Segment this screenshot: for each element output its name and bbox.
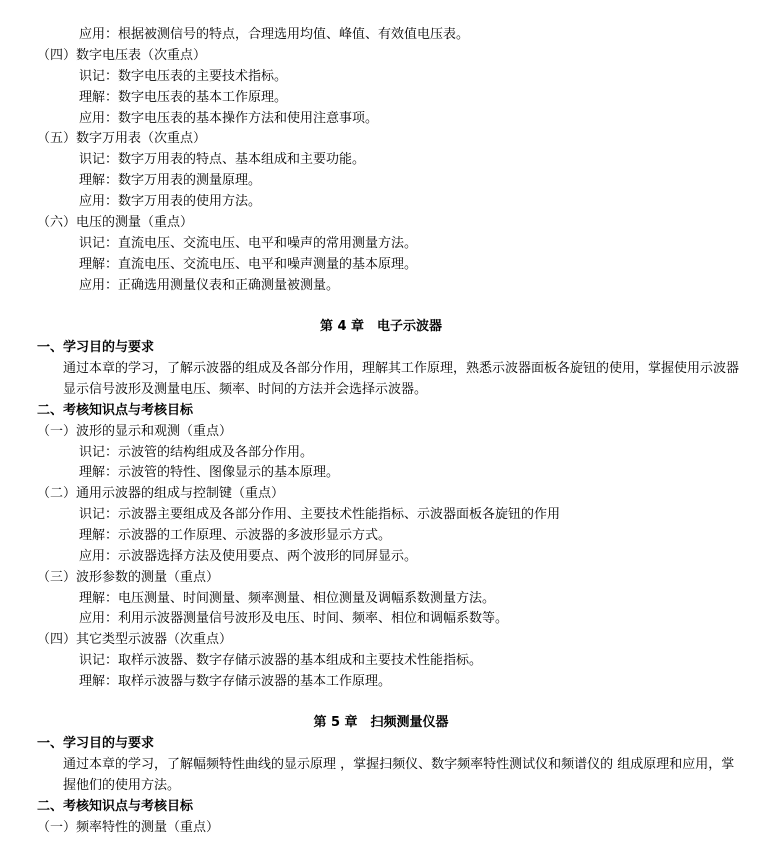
text-line: 理解：数字万用表的测量原理。 [79, 173, 262, 188]
text-line: 应用：根据被测信号的特点，合理选用均值、峰值、有效值电压表。 [79, 27, 470, 42]
part-heading: 一、学习目的与要求 [37, 340, 155, 355]
text-line: 应用：利用示波器测量信号波形及电压、时间、频率、相位和调幅系数等。 [79, 611, 509, 626]
paragraph [37, 358, 739, 400]
paragraph [37, 754, 739, 796]
part-heading: 一、学习目的与要求 [37, 736, 155, 751]
text-line: 理解：示波器的工作原理、示波器的多波形显示方式。 [79, 528, 392, 543]
text-line: 理解：电压测量、时间测量、频率测量、相位测量及调幅系数测量方法。 [79, 591, 496, 606]
text-line: 理解：取样示波器与数字存储示波器的基本工作原理。 [79, 674, 392, 689]
section-heading: （五）数字万用表（次重点） [37, 131, 207, 146]
text-line: 识记：示波管的结构组成及各部分作用。 [79, 445, 314, 460]
part-heading: 二、考核知识点与考核目标 [37, 403, 194, 418]
text-line: 理解：直流电压、交流电压、电平和噪声测量的基本原理。 [79, 257, 418, 272]
section-heading: （四）其它类型示波器（次重点） [37, 632, 233, 647]
text-line: 理解：示波管的特性、图像显示的基本原理。 [79, 465, 340, 480]
text-line: 应用：数字电压表的基本操作方法和使用注意事项。 [79, 111, 379, 126]
text-line: 理解：数字电压表的基本工作原理。 [79, 90, 288, 105]
section-heading: （二）通用示波器的组成与控制键（重点） [37, 486, 285, 501]
text-line: 识记：取样示波器、数字存储示波器的基本组成和主要技术性能指标。 [79, 653, 483, 668]
text-line: 识记：直流电压、交流电压、电平和噪声的常用测量方法。 [79, 236, 418, 251]
text-line: 应用：正确选用测量仪表和正确测量被测量。 [79, 278, 340, 293]
text-line: 应用：示波器选择方法及使用要点、两个波形的同屏显示。 [79, 549, 418, 564]
part-heading: 二、考核知识点与考核目标 [37, 799, 194, 814]
section-heading: （一）波形的显示和观测（重点） [37, 424, 233, 439]
paragraph-text: 通过本章的学习，了解幅频特性曲线的显示原理 ，掌握扫频仪、数字频率特性测试仪和频谱仪的 组成原理和应用，掌握他们的使用方法。 [63, 757, 735, 793]
section-heading: （一）频率特性的测量（重点） [37, 820, 220, 835]
paragraph-text: 通过本章的学习，了解示波器的组成及各部分作用，理解其工作原理，熟悉示波器面板各旋钮的使用，掌握使用示波器显示信号波形及测量电压、频率、时间的方法并会选择示波器。 [63, 361, 740, 397]
text-line: 识记：示波器主要组成及各部分作用、主要技术性能指标、示波器面板各旋钮的作用 [79, 507, 561, 522]
section-heading: （四）数字电压表（次重点） [37, 48, 207, 63]
chapter-title: 第 5 章 扫频测量仪器 [313, 715, 449, 730]
section-heading: （六）电压的测量（重点） [37, 215, 194, 230]
text-line: 识记：数字电压表的主要技术指标。 [79, 69, 288, 84]
section-heading: （三）波形参数的测量（重点） [37, 570, 220, 585]
text-line: 应用：数字万用表的使用方法。 [79, 194, 262, 209]
text-line: 识记：数字万用表的特点、基本组成和主要功能。 [79, 152, 366, 167]
chapter-title: 第 4 章 电子示波器 [319, 319, 443, 334]
